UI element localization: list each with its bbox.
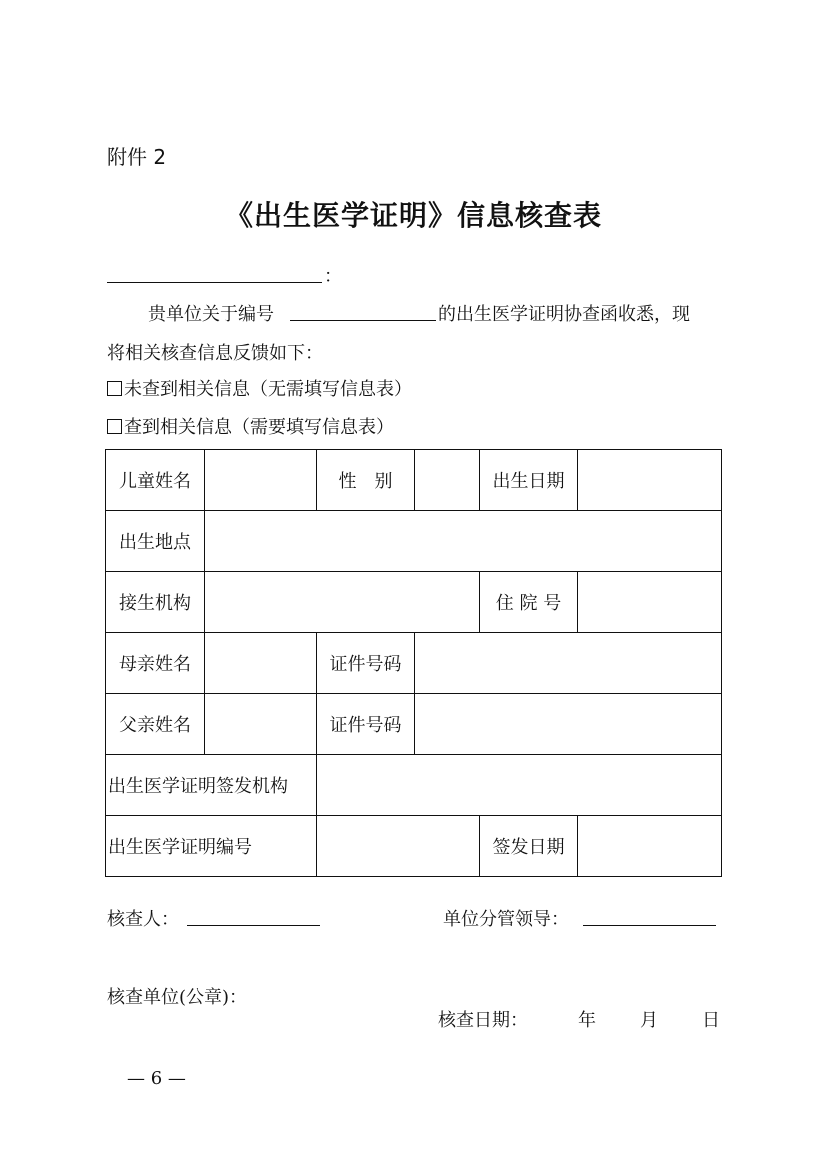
- intro-text-1: 贵单位关于编号: [148, 304, 274, 325]
- checkbox[interactable]: [107, 419, 122, 434]
- recipient-blank: [107, 264, 322, 283]
- cert-no-field[interactable]: [317, 816, 480, 877]
- table-row: [106, 694, 722, 755]
- birth-place-field[interactable]: [205, 511, 722, 572]
- birth-date-field[interactable]: [578, 450, 722, 511]
- gender-field[interactable]: [415, 450, 480, 511]
- table-row: [106, 572, 722, 633]
- day-label: 日: [702, 1010, 720, 1031]
- table-row: [106, 755, 722, 816]
- check-date-label: 核查日期：: [438, 1010, 528, 1031]
- year-label: 年: [578, 1010, 596, 1031]
- birth-date-label: 出生日期: [480, 450, 578, 511]
- child-name-field[interactable]: [205, 450, 317, 511]
- mother-name-label: 母亲姓名: [106, 633, 205, 694]
- delivery-org-field[interactable]: [205, 572, 480, 633]
- checkbox[interactable]: [107, 381, 122, 396]
- father-name-field[interactable]: [205, 694, 317, 755]
- issuing-org-field[interactable]: [317, 755, 722, 816]
- table-row: [106, 816, 722, 877]
- recipient-colon: ：: [324, 266, 342, 287]
- intro-text-3: 将相关核查信息反馈如下：: [107, 343, 323, 364]
- hospital-no-label: 住 院 号: [480, 572, 578, 633]
- checker-blank[interactable]: [187, 907, 320, 926]
- info-table: [105, 449, 722, 877]
- birth-place-label: 出生地点: [106, 511, 205, 572]
- hospital-no-field[interactable]: [578, 572, 722, 633]
- mother-id-label: 证件号码: [317, 633, 415, 694]
- leader-label: 单位分管领导：: [443, 909, 569, 930]
- leader-blank[interactable]: [583, 907, 716, 926]
- option-not-found: 未查到相关信息（无需填写信息表）: [107, 375, 412, 401]
- attachment-label: 附件 2: [107, 145, 167, 169]
- letter-number-blank: [290, 302, 436, 321]
- father-name-label: 父亲姓名: [106, 694, 205, 755]
- table-row: [106, 450, 722, 511]
- table-row: [106, 511, 722, 572]
- gender-label: 性 别: [317, 450, 415, 511]
- unit-seal-label: 核查单位(公章)：: [107, 987, 248, 1008]
- cert-no-label: 出生医学证明编号: [106, 816, 317, 877]
- month-label: 月: [640, 1010, 658, 1031]
- delivery-org-label: 接生机构: [106, 572, 205, 633]
- issuing-org-label: 出生医学证明签发机构: [106, 755, 317, 816]
- father-id-field[interactable]: [415, 694, 722, 755]
- checker-label: 核查人：: [107, 909, 179, 930]
- option-found: 查到相关信息（需要填写信息表）: [107, 413, 394, 439]
- mother-id-field[interactable]: [415, 633, 722, 694]
- issue-date-label: 签发日期: [480, 816, 578, 877]
- intro-text-2: 的出生医学证明协查函收悉，现: [438, 304, 690, 325]
- child-name-label: 儿童姓名: [106, 450, 205, 511]
- table-row: [106, 633, 722, 694]
- mother-name-field[interactable]: [205, 633, 317, 694]
- father-id-label: 证件号码: [317, 694, 415, 755]
- page-number: — 6 —: [127, 1068, 186, 1089]
- issue-date-field[interactable]: [578, 816, 722, 877]
- document-title: 《出生医学证明》信息核查表: [224, 199, 602, 232]
